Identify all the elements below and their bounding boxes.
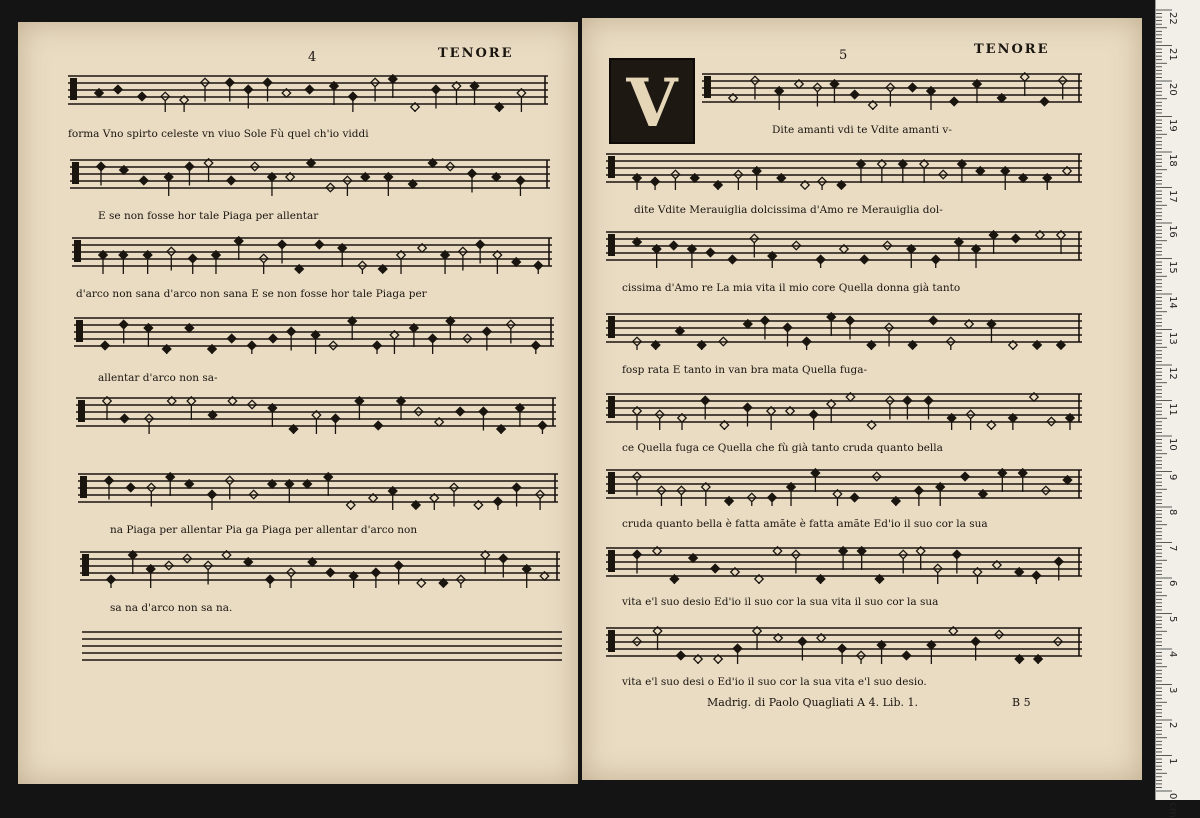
ruler-ticks [1156,0,1200,800]
ruler-number: 17 [1167,189,1178,203]
music-staff [606,542,1082,586]
ruler-number: 20 [1167,83,1178,96]
decorated-initial [609,58,695,144]
right-page [582,18,1142,780]
lyric-line: Dite amanti vdi te Vdite amanti v- [772,124,952,136]
ruler-number: 5 [1167,615,1178,622]
music-staff [606,388,1082,432]
ruler-number: 4 [1167,651,1178,658]
ruler-number: 13 [1167,331,1178,345]
music-staff [606,226,1082,270]
ruler-number: 1 [1167,757,1178,764]
music-staff [68,70,548,114]
lyric-line: allentar d'arco non sa- [98,372,218,384]
measurement-ruler [1155,0,1200,818]
lyric-line: dite Vdite Merauiglia dolcissima d'Amo re Merauiglia dol- [634,204,943,216]
music-staff [72,232,552,276]
lyric-line: forma Vno spirto celeste vn viuo Sole Fù quel ch'io viddi [68,128,369,140]
ruler-number: 19 [1167,118,1178,132]
music-staff [78,468,558,512]
lyric-line: cruda quanto bella è fatta amãte è fatta amãte Ed'io il suo cor la sua [622,518,988,530]
initial-letter: V [626,64,678,142]
music-staff [606,308,1082,352]
voice-part-heading: TENORE [974,42,1050,57]
lyric-line: ce Quella fuga ce Quella che fù già tanto cruda quanto bella [622,442,943,454]
music-staff [702,68,1082,112]
empty-staff [82,626,562,670]
ruler-number: 0 cm [1167,793,1178,818]
ruler-number: 7 [1167,544,1178,551]
ruler-number: 14 [1167,296,1178,309]
ruler-number: 16 [1167,225,1178,238]
ruler-number: 6 [1167,580,1178,587]
voice-part-heading: TENORE [438,46,514,61]
music-staff [606,464,1082,508]
lyric-line: d'arco non sana d'arco non sana E se non fosse hor tale Piaga per [76,288,427,300]
music-staff [74,312,554,356]
ruler-number: 18 [1167,154,1178,167]
music-staff [70,154,550,198]
music-staff [606,148,1082,192]
lyric-line: sa na d'arco non sa na. [110,602,233,614]
lyric-line: vita e'l suo desio Ed'io il suo cor la sua vita il suo cor la sua [622,596,939,608]
lyric-line: cissima d'Amo re La mia vita il mio core Quella donna già tanto [622,282,961,294]
footer-credit: Madrig. di Paolo Quagliati A 4. Lib. 1. [707,696,918,709]
page-number: 5 [839,48,848,63]
ruler-number: 3 [1167,686,1178,693]
ruler-number: 22 [1167,12,1178,25]
ruler-number: 11 [1167,402,1178,416]
music-staff [76,392,556,436]
lyric-line: fosp rata E tanto in van bra mata Quella fuga- [622,364,868,376]
ruler-number: 2 [1167,722,1178,729]
left-page [18,22,578,784]
ruler-number: 10 [1167,438,1178,451]
ruler-number: 21 [1167,47,1178,61]
lyric-line: E se non fosse hor tale Piaga per allentar [98,210,319,222]
signature-mark: B 5 [1012,696,1031,709]
ruler-number: 9 [1167,473,1178,480]
music-staff [606,622,1082,666]
music-staff [80,546,560,590]
ruler-number: 12 [1167,367,1178,380]
lyric-line: vita e'l suo desi o Ed'io il suo cor la sua vita e'l suo desio. [622,676,927,688]
page-number: 4 [308,50,317,65]
lyric-line: na Piaga per allentar Pia ga Piaga per allentar d'arco non [110,524,418,536]
ruler-number: 15 [1167,260,1178,274]
ruler-number: 8 [1167,509,1178,516]
